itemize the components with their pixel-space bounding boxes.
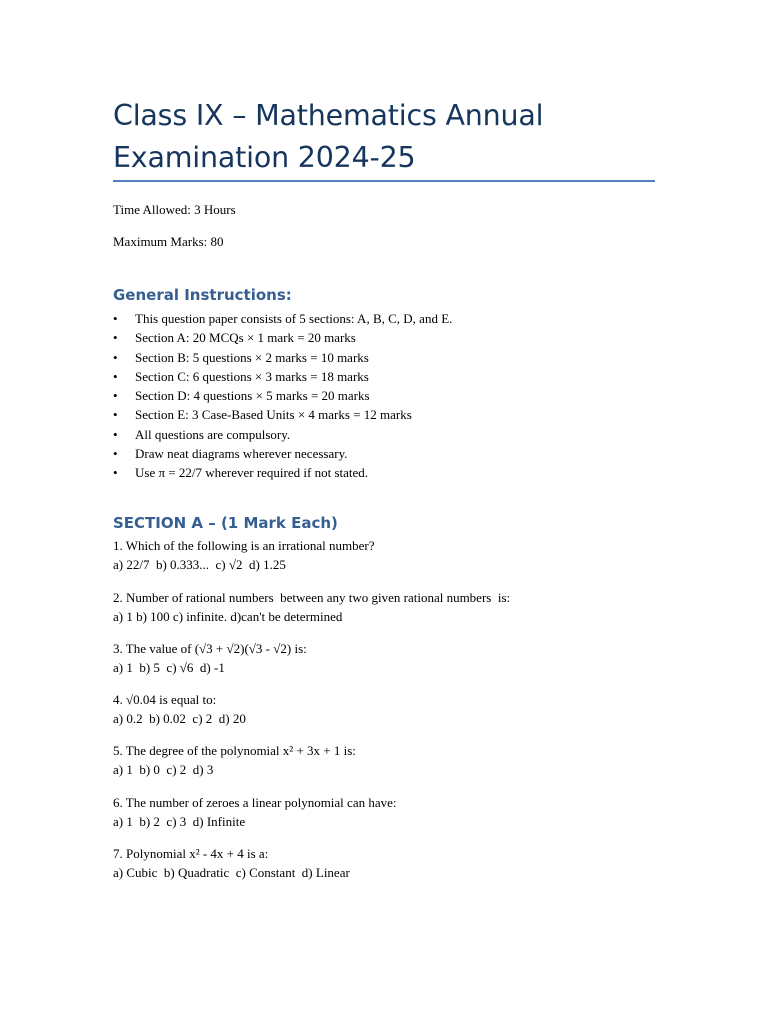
title-divider bbox=[113, 180, 655, 182]
document-title bbox=[113, 95, 655, 179]
bullet-icon: • bbox=[113, 407, 118, 423]
question-item bbox=[113, 589, 653, 626]
question-item bbox=[113, 691, 653, 728]
instruction-text: Draw neat diagrams wherever necessary. bbox=[135, 446, 348, 462]
instruction-item bbox=[113, 386, 653, 405]
instruction-item bbox=[113, 425, 653, 444]
instruction-item bbox=[113, 463, 653, 482]
instruction-text: Section A: 20 MCQs × 1 mark = 20 marks bbox=[135, 330, 356, 346]
question-item bbox=[113, 794, 653, 831]
bullet-icon: • bbox=[113, 388, 118, 404]
question-options: a) 1 b) 100 c) infinite. d)can't be determined bbox=[113, 608, 343, 624]
instruction-text: Section D: 4 questions × 5 marks = 20 marks bbox=[135, 388, 370, 404]
question-options: a) 1 b) 0 c) 2 d) 3 bbox=[113, 761, 214, 777]
general-instructions-heading: General Instructions: bbox=[113, 286, 292, 304]
instruction-item bbox=[113, 367, 653, 386]
question-text: 3. The value of (√3 + √2)(√3 - √2) is: bbox=[113, 641, 307, 656]
bullet-icon: • bbox=[113, 349, 118, 365]
question-item bbox=[113, 845, 653, 882]
time-allowed: Time Allowed: 3 Hours bbox=[113, 202, 236, 217]
maximum-marks: Maximum Marks: 80 bbox=[113, 234, 224, 249]
question-options: a) 1 b) 5 c) √6 d) -1 bbox=[113, 659, 225, 675]
instructions-list bbox=[113, 309, 653, 483]
instruction-item bbox=[113, 328, 653, 347]
question-options: a) 0.2 b) 0.02 c) 2 d) 20 bbox=[113, 710, 246, 726]
instruction-text: Section C: 6 questions × 3 marks = 18 marks bbox=[135, 368, 369, 384]
question-options: a) Cubic b) Quadratic c) Constant d) Linear bbox=[113, 864, 350, 880]
bullet-icon: • bbox=[113, 330, 118, 346]
question-text: 5. The degree of the polynomial x² + 3x + 1 is: bbox=[113, 743, 356, 758]
instruction-text: All questions are compulsory. bbox=[135, 426, 291, 442]
question-item bbox=[113, 537, 653, 574]
question-text: 4. √0.04 is equal to: bbox=[113, 692, 217, 707]
question-item bbox=[113, 640, 653, 677]
question-options: a) 22/7 b) 0.333... c) √2 d) 1.25 bbox=[113, 556, 286, 572]
instruction-text: Section E: 3 Case-Based Units × 4 marks = 12 marks bbox=[135, 407, 412, 423]
bullet-icon: • bbox=[113, 368, 118, 384]
instruction-item bbox=[113, 348, 653, 367]
question-item bbox=[113, 742, 653, 779]
section-a-heading: SECTION A – (1 Mark Each) bbox=[113, 514, 338, 532]
instruction-text: Use π = 22/7 wherever required if not stated. bbox=[135, 465, 369, 481]
bullet-icon: • bbox=[113, 311, 118, 326]
instruction-item bbox=[113, 309, 653, 328]
question-text: 1. Which of the following is an irrational number? bbox=[113, 538, 375, 553]
instruction-text: This question paper consists of 5 sections: A, B, C, D, and E. bbox=[135, 311, 453, 326]
bullet-icon: • bbox=[113, 426, 118, 442]
title-line-2: Examination 2024-25 bbox=[113, 141, 416, 174]
question-text: 7. Polynomial x² - 4x + 4 is a: bbox=[113, 846, 269, 861]
instruction-text: Section B: 5 questions × 2 marks = 10 marks bbox=[135, 349, 369, 365]
title-line-1: Class IX – Mathematics Annual bbox=[113, 99, 544, 132]
question-text: 6. The number of zeroes a linear polynomial can have: bbox=[113, 795, 397, 810]
instruction-item bbox=[113, 444, 653, 463]
question-text: 2. Number of rational numbers between any two given rational numbers is: bbox=[113, 590, 511, 605]
bullet-icon: • bbox=[113, 465, 118, 481]
bullet-icon: • bbox=[113, 446, 118, 462]
question-options: a) 1 b) 2 c) 3 d) Infinite bbox=[113, 813, 246, 829]
instruction-item bbox=[113, 405, 653, 424]
